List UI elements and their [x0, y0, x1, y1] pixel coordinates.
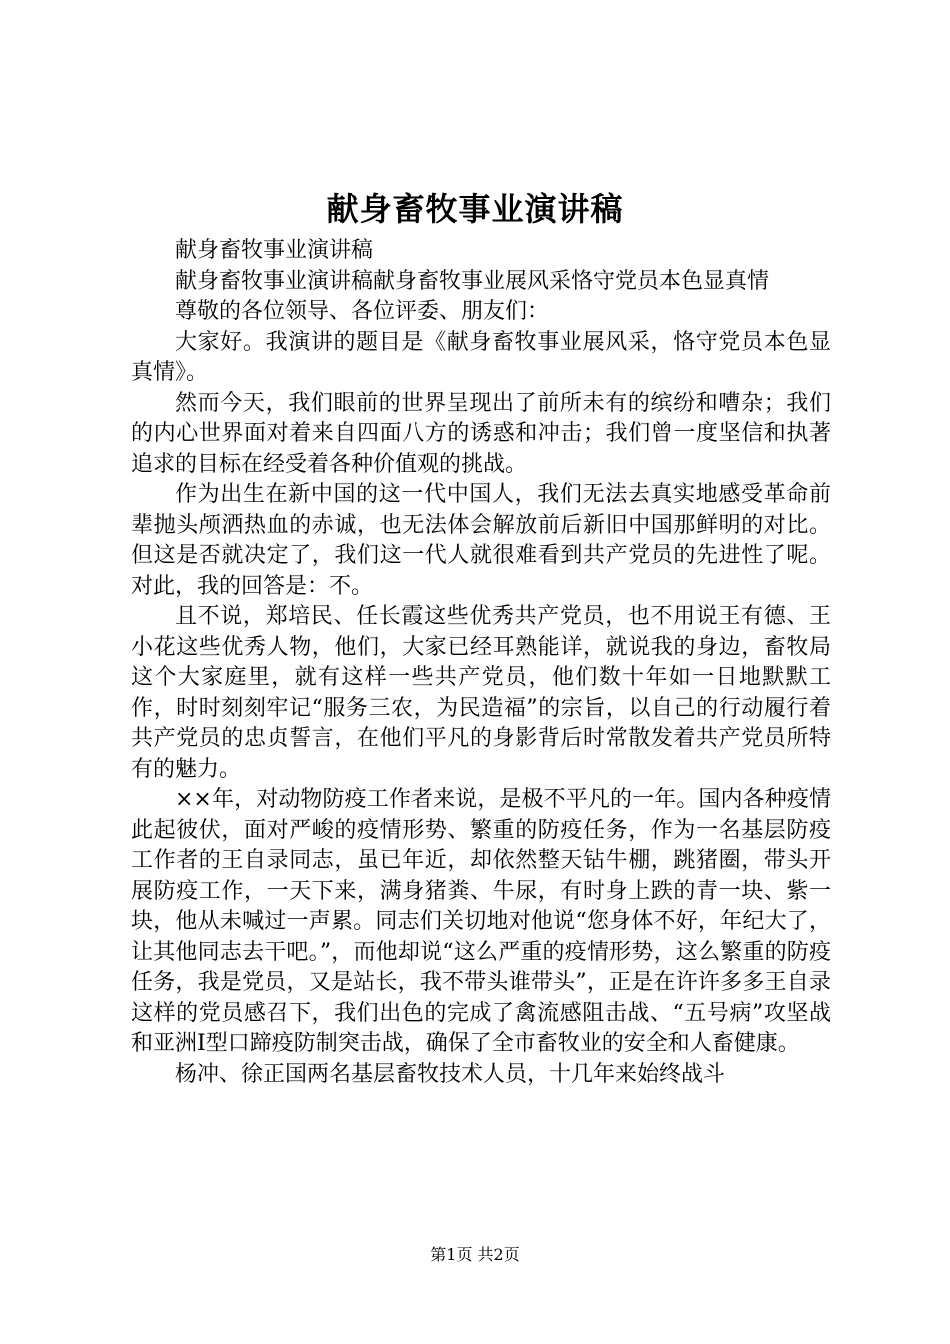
- paragraph-greeting: 大家好。我演讲的题目是《献身畜牧事业展风采，恪守党员本色显真情》。: [131, 329, 831, 385]
- paragraph-body: 且不说，郑培民、任长霞这些优秀共产党员，也不用说王有德、王小花这些优秀人物，他们，大家已经耳熟能详，就说我的身边，畜牧局这个大家庭里，就有这样一些共产党员，他们数十年如一日地默默工作，时时刻刻牢记“服务三农，为民造福”的宗旨，以自己的行动履行着共产党员的忠贞誓言，在他们平凡的身影背后时常散发着共产党员所特有的魅力。: [131, 604, 831, 782]
- paragraph-body: ××年，对动物防疫工作者来说，是极不平凡的一年。国内各种疫情此起彼伏，面对严峻的疫情形势、繁重的防疫任务，作为一名基层防疫工作者的王自录同志，虽已年近，却依然整天钻牛棚，跳猪圈，带头开展防疫工作，一天下来，满身猪粪、牛尿，有时身上跌的青一块、紫一块，他从未喊过一声累。同志们关切地对他说“您身体不好，年纪大了，让其他同志去干吧。”，而他却说“这么严重的疫情形势，这么繁重的防疫任务，我是党员，又是站长，我不带头谁带头”，正是在许许多多王自录这样的党员感召下，我们出色的完成了禽流感阻击战、“五号病”攻坚战和亚洲Ⅰ型口蹄疫防制突击战，确保了全市畜牧业的安全和人畜健康。: [131, 787, 831, 1056]
- page-footer: 第1页 共2页: [430, 1245, 520, 1264]
- paragraph-heading: 献身畜牧事业演讲稿献身畜牧事业展风采恪守党员本色显真情: [175, 268, 770, 294]
- paragraph-body: 然而今天，我们眼前的世界呈现出了前所未有的缤纷和嘈杂；我们的内心世界面对着来自四面八方的诱惑和冲击；我们曾一度坚信和执著追求的目标在经受着各种价值观的挑战。: [131, 390, 831, 477]
- paragraph-body: 作为出生在新中国的这一代中国人，我们无法去真实地感受革命前辈抛头颅洒热血的赤诚，也无法体会解放前后新旧中国那鲜明的对比。但这是否就决定了，我们这一代人就很难看到共产党员的先进性了呢。对此，我的回答是：不。: [131, 482, 831, 599]
- document-title: 献身畜牧事业演讲稿: [326, 190, 624, 228]
- paragraph-salutation: 尊敬的各位领导、各位评委、朋友们：: [175, 299, 550, 324]
- document-body: [131, 236, 831, 1090]
- paragraph-subtitle: 献身畜牧事业演讲稿: [175, 238, 374, 263]
- paragraph-body: 杨冲、徐正国两名基层畜牧技术人员，十几年来始终战斗: [175, 1061, 726, 1087]
